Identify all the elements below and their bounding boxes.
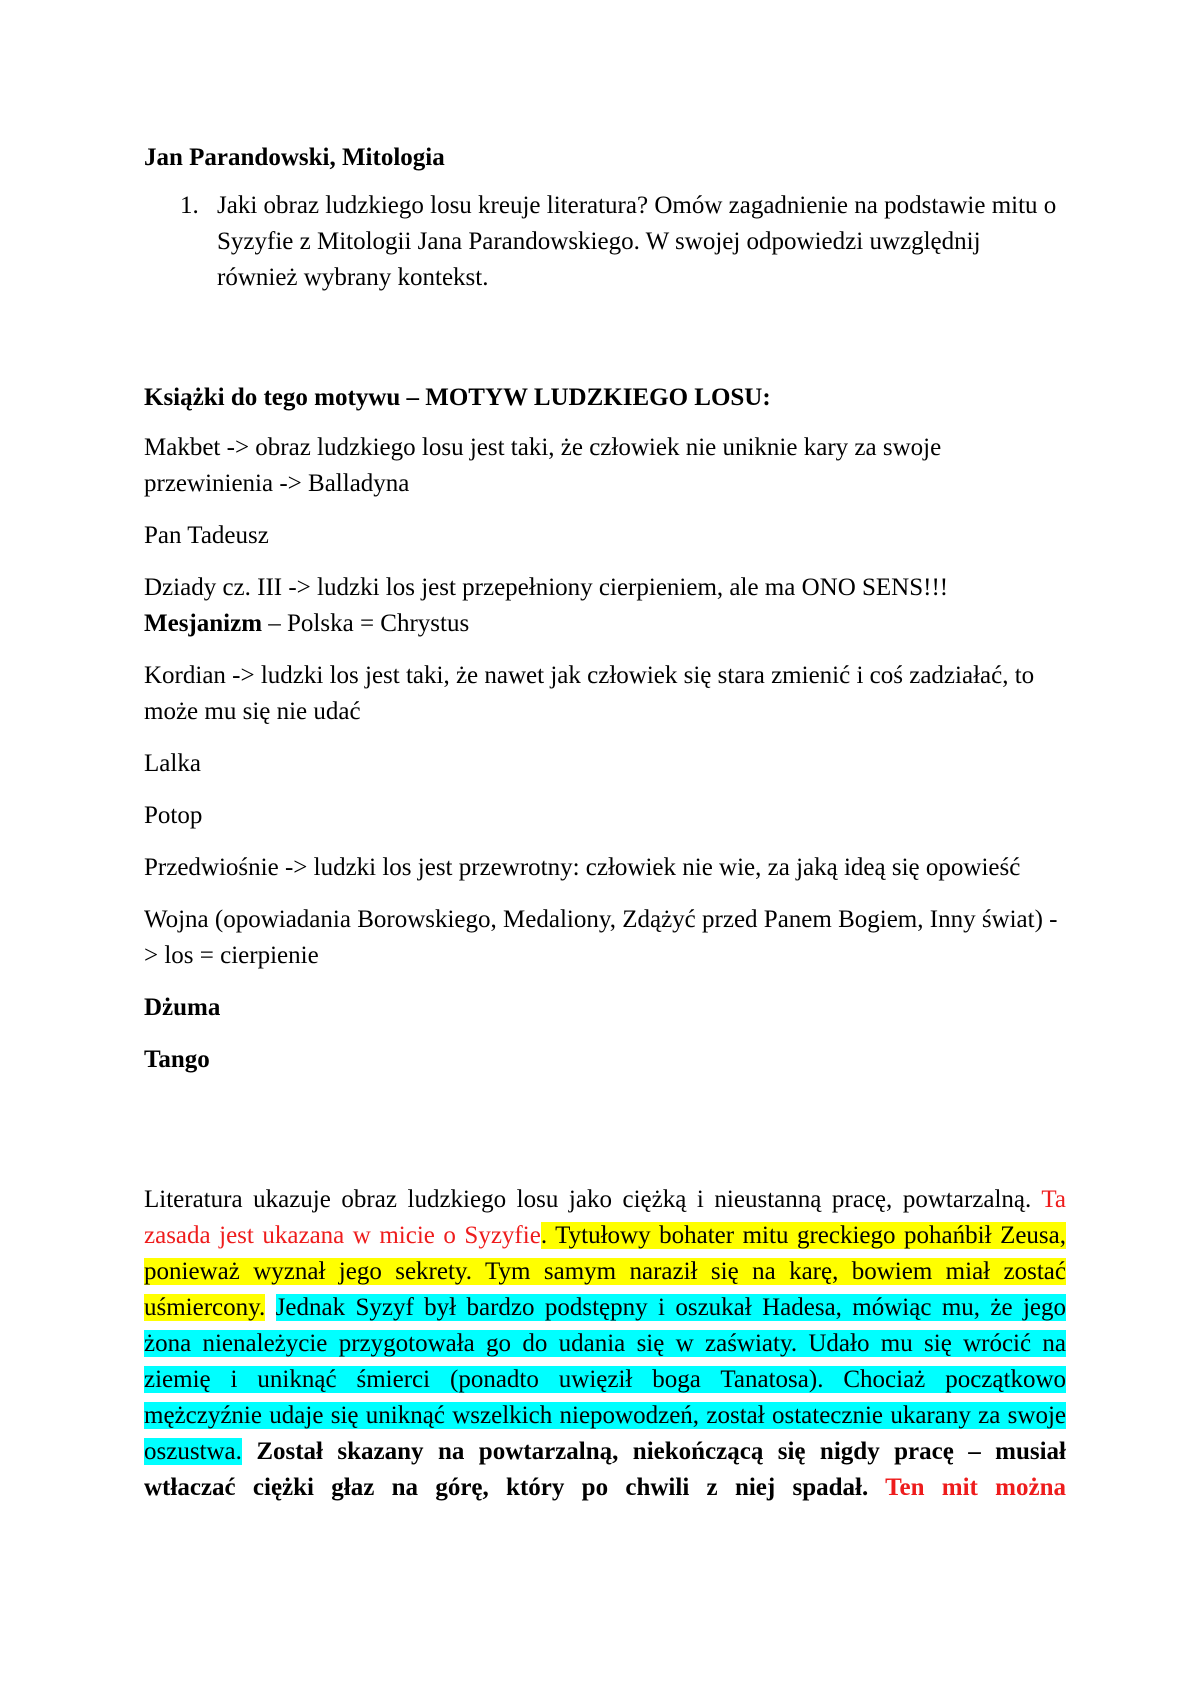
essay-yellow-highlight: . Tytułowy bohater mitu greckiego pohańbił Zeusa, ponieważ wyznał jego sekrety. Tym samym naraził się na karę, bowiem miał zostać uśmiercony.	[144, 1222, 1067, 1321]
document-title: Jan Parandowski, Mitologia	[144, 144, 445, 171]
essay-paragraph	[144, 1182, 1066, 1506]
question-item	[144, 188, 1066, 296]
entry-tango: Tango	[144, 1046, 210, 1073]
mesjanizm-text: – Polska = Chrystus	[262, 610, 470, 637]
question-number: 1.	[180, 192, 199, 219]
entry-wojna: Wojna (opowiadania Borowskiego, Medaliony, Zdążyć przed Panem Bogiem, Inny świat) -> los = cierpienie	[144, 906, 1058, 969]
entry-potop: Potop	[144, 802, 203, 829]
essay-bold-red-sentence: Ten mit można	[885, 1474, 1066, 1501]
entry-dzuma: Dżuma	[144, 994, 221, 1021]
entry-kordian: Kordian -> ludzki los jest taki, że nawet jak człowiek się stara zmienić i coś zadziałać, to może mu się nie udać	[144, 662, 1035, 725]
essay-bold-sentence: Został skazany na powtarzalną, niekończącą się nigdy pracę – musiał wtłaczać ciężki głaz na górę, który po chwili z niej spadał.	[144, 1438, 1066, 1501]
essay-spacer	[265, 1294, 275, 1321]
mesjanizm-label: Mesjanizm	[144, 610, 263, 637]
entry-przedwiosnie: Przedwiośnie -> ludzki los jest przewrotny: człowiek nie wie, za jaką ideą się opowieść	[144, 854, 1021, 881]
question-text: Jaki obraz ludzkiego losu kreuje literatura? Omów zagadnienie na podstawie mitu o Syzyfie z Mitologii Jana Parandowskiego. W swojej odpowiedzi uwzględnij również wybrany kontekst.	[217, 192, 1057, 291]
entry-dziady-text: Dziady cz. III -> ludzki los jest przepełniony cierpieniem, ale ma ONO SENS!!!	[144, 574, 949, 601]
entry-dziady	[144, 570, 1066, 642]
entry-makbet: Makbet -> obraz ludzkiego losu jest taki, że człowiek nie uniknie kary za swoje przewinienia -> Balladyna	[144, 434, 942, 497]
entry-pan-tadeusz: Pan Tadeusz	[144, 522, 269, 549]
essay-cyan-highlight: Jednak Syzyf był bardzo podstępny i oszukał Hadesa, mówiąc mu, że jego żona nienależycie przygotowała go do udania się w zaświaty. Udało mu się wrócić na ziemię i uniknąć śmierci (ponadto uwięził boga Tanatosa). Chociaż początkowo mężczyźnie udaje się uniknąć wszelkich niepowodzeń, został ostatecznie ukarany za swoje oszustwa.	[144, 1294, 1067, 1465]
question-list	[144, 188, 1066, 296]
essay-intro: Literatura ukazuje obraz ludzkiego losu jako ciężką i nieustanną pracę, powtarzalną.	[144, 1186, 1042, 1213]
entry-lalka: Lalka	[144, 750, 201, 777]
essay-red-sentence: Ta zasada jest ukazana w micie o Syzyfie	[144, 1186, 1066, 1249]
section-heading: Książki do tego motywu – MOTYW LUDZKIEGO LOSU:	[144, 384, 771, 411]
document-content	[144, 140, 1066, 1506]
